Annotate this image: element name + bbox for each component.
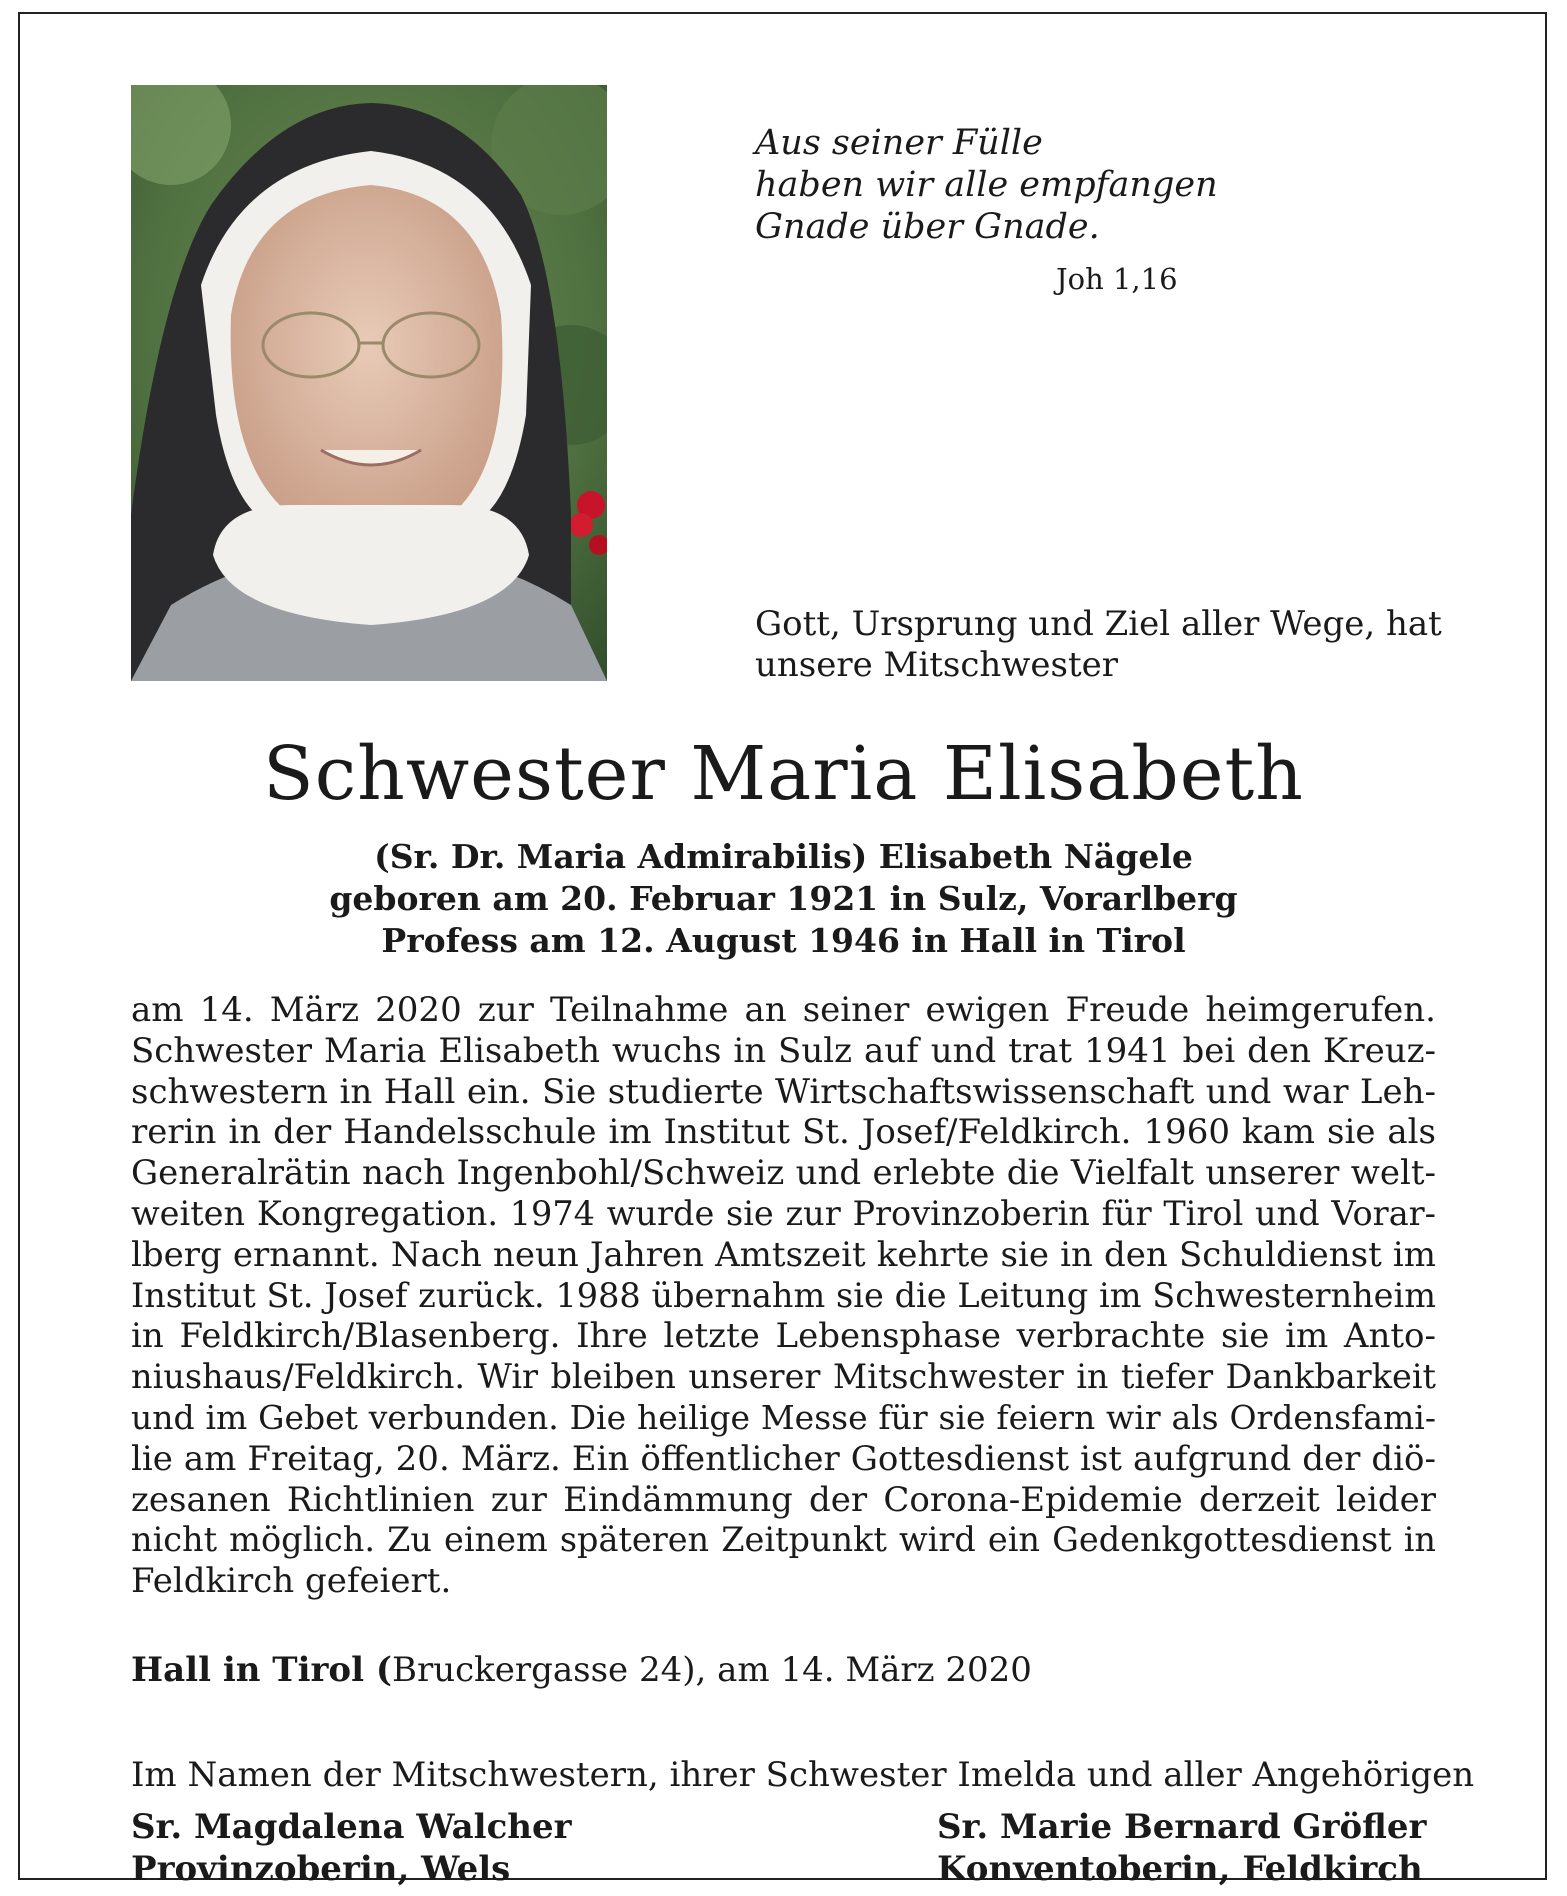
body-line: niushaus/Feldkirch. Wir bleiben unserer Mitschwester in tiefer Dankbarkeit xyxy=(131,1357,1436,1397)
place-date: ), am 14. März 2020 xyxy=(682,1650,1032,1690)
signature-name: Sr. Marie Bernard Gröfler xyxy=(937,1807,1427,1847)
body-line: nicht möglich. Zu einem späteren Zeitpunkt wird ein Gedenkgottesdienst in xyxy=(131,1520,1436,1560)
intro-line: Gott, Ursprung und Ziel aller Wege, hat xyxy=(755,604,1442,644)
body-line: in Feldkirch/Blasenberg. Ihre letzte Lebensphase verbrachte sie im Anto- xyxy=(131,1316,1436,1357)
body-line: schwestern in Hall ein. Sie studierte Wirtschaftswissenschaft und war Leh- xyxy=(131,1071,1436,1112)
quote-line: haben wir alle empfangen xyxy=(755,165,1218,205)
obituary-body xyxy=(131,990,1436,1602)
bible-quote xyxy=(755,122,1218,248)
body-line: rerin in der Handelsschule im Institut St. Josef/Feldkirch. 1960 kam sie als xyxy=(131,1112,1436,1153)
body-line: am 14. März 2020 zur Teilnahme an seiner ewigen Freude heimgerufen. xyxy=(131,990,1436,1030)
quote-line: Aus seiner Fülle xyxy=(755,123,1043,163)
portrait-photo xyxy=(131,85,607,681)
intro-line: unsere Mitschwester xyxy=(755,645,1118,685)
quote-reference: Joh 1,16 xyxy=(1056,262,1178,296)
body-line: Institut St. Josef zurück. 1988 übernahm sie die Leitung im Schwesternheim xyxy=(131,1275,1436,1315)
body-line: lberg ernannt. Nach neun Jahren Amtszeit kehrte sie in den Schuldienst im xyxy=(131,1234,1436,1275)
signature-name: Sr. Magdalena Walcher xyxy=(131,1807,572,1847)
place-and-date xyxy=(131,1650,1032,1690)
body-line: zesanen Richtlinien zur Eindämmung der Corona-Epidemie derzeit leider xyxy=(131,1479,1436,1520)
details-line: geboren am 20. Februar 1921 in Sulz, Vorarlberg xyxy=(329,879,1238,918)
signature-left xyxy=(131,1806,572,1890)
details-line: Profess am 12. August 1946 in Hall in Tirol xyxy=(381,921,1186,960)
signature-role: Konventoberin, Feldkirch xyxy=(937,1849,1423,1889)
body-line: Generalrätin nach Ingenbohl/Schweiz und erlebte die Vielfalt unserer welt- xyxy=(131,1153,1436,1194)
on-behalf-line: Im Namen der Mitschwestern, ihrer Schwester Imelda und aller Angehörigen xyxy=(131,1755,1475,1795)
signature-right xyxy=(937,1806,1426,1890)
portrait-photo-icon xyxy=(131,85,607,681)
details-line: (Sr. Dr. Maria Admirabilis) Elisabeth Nägele xyxy=(374,837,1193,876)
intro-text xyxy=(755,604,1455,686)
quote-line: Gnade über Gnade. xyxy=(755,207,1100,247)
place-city: Hall in Tirol xyxy=(131,1650,365,1690)
deceased-name: Schwester Maria Elisabeth xyxy=(263,731,1304,817)
deceased-details xyxy=(0,836,1567,962)
place-paren: ( xyxy=(364,1650,392,1690)
body-line: weiten Kongregation. 1974 wurde sie zur Provinzoberin für Tirol und Vorar- xyxy=(131,1193,1436,1233)
body-line: Feldkirch gefeiert. xyxy=(131,1561,452,1602)
place-address: Bruckergasse 24 xyxy=(391,1650,683,1690)
signature-role: Provinzoberin, Wels xyxy=(131,1849,511,1889)
body-line: und im Gebet verbunden. Die heilige Messe für sie feiern wir als Ordensfami- xyxy=(131,1397,1436,1437)
body-line: Schwester Maria Elisabeth wuchs in Sulz auf und trat 1941 bei den Kreuz- xyxy=(131,1030,1436,1071)
body-line: lie am Freitag, 20. März. Ein öffentlicher Gottesdienst ist aufgrund der diö- xyxy=(131,1438,1436,1479)
